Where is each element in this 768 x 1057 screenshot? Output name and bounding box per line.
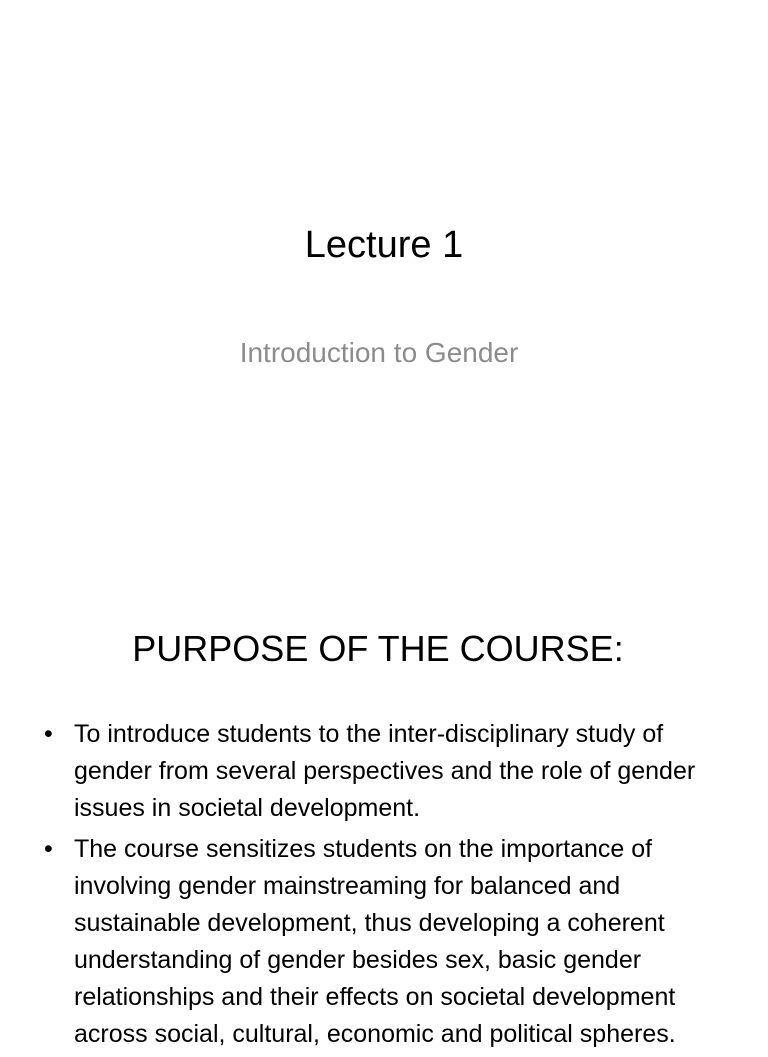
bullet-text: To introduce students to the inter-disciplinary study of gender from several perspectives and the role of gender issues in societal development. — [74, 720, 696, 822]
slide-heading: PURPOSE OF THE COURSE: — [132, 628, 624, 669]
bullet-list — [44, 716, 734, 1057]
bullet-icon: • — [44, 720, 53, 748]
bullet-icon: • — [44, 835, 53, 863]
bullet-text: The course sensitizes students on the importance of involving gender mainstreaming for balanced and sustainable development, thus developing a coherent understanding of gender besides sex, basic gender relationships and their effects on societal development across social, cultural, economic and political spheres. — [74, 835, 676, 1048]
content-slide — [0, 576, 768, 1048]
slide-subtitle: Introduction to Gender — [239, 337, 519, 368]
list-item — [44, 831, 734, 1053]
slide-title: Lecture 1 — [304, 224, 464, 266]
list-item — [44, 716, 734, 827]
